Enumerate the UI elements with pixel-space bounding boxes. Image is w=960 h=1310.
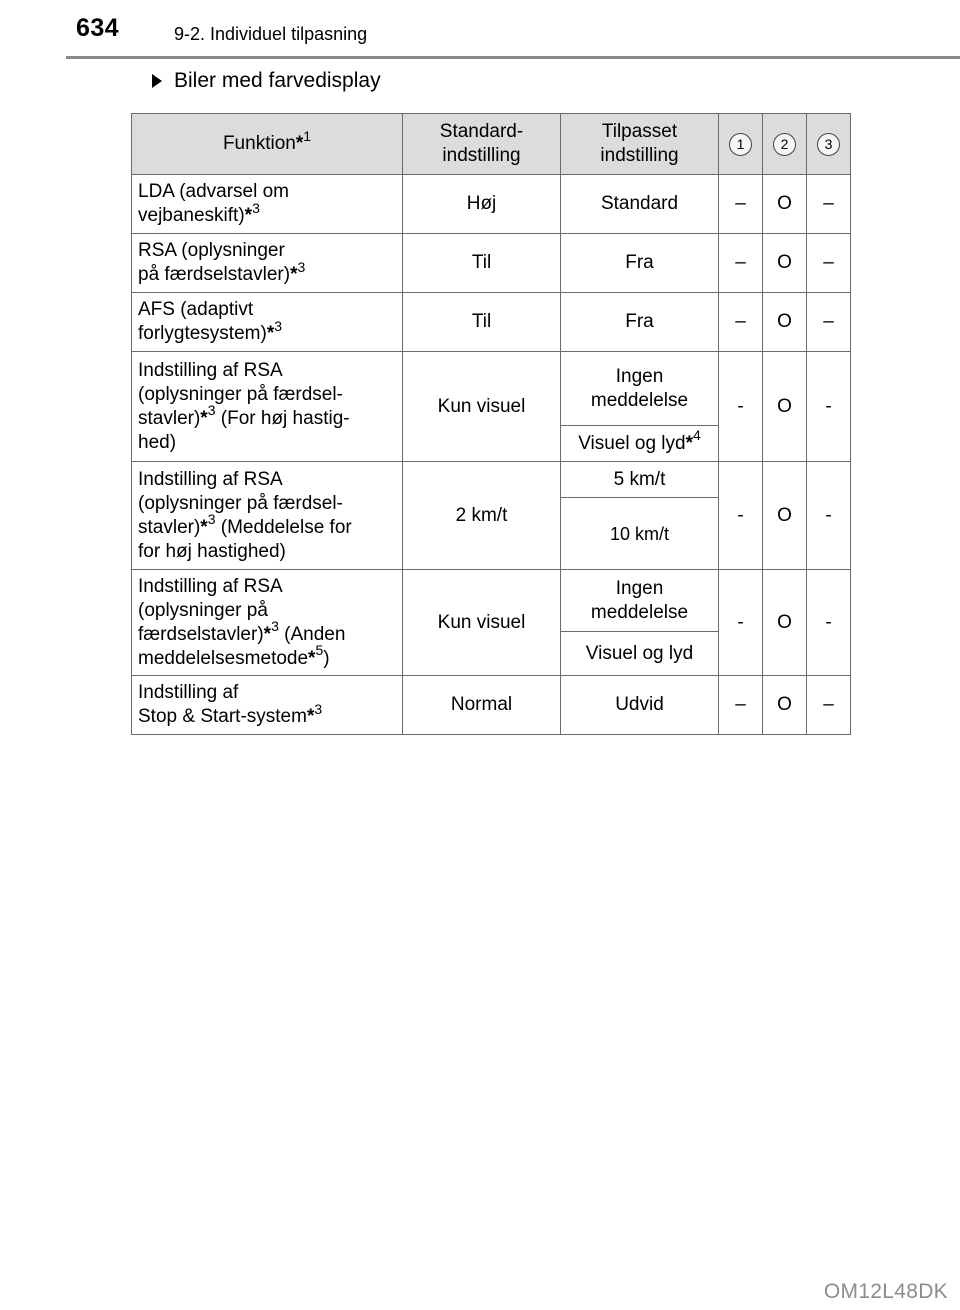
function-text: (Anden: [278, 623, 346, 645]
function-text: AFS (adaptivt: [138, 299, 254, 320]
function-text: Stop & Start-system: [138, 706, 307, 727]
custom-cell: [561, 570, 719, 632]
function-text: (For høj hastig-: [215, 407, 350, 429]
header-col2: [763, 114, 807, 175]
function-text: for høj hastighed): [138, 540, 286, 562]
table-row: [132, 175, 851, 234]
col3-cell: -: [807, 462, 851, 570]
function-text: vejbaneskift): [138, 205, 245, 226]
col2-cell: O: [763, 175, 807, 234]
function-cell: [132, 676, 403, 735]
footnote-number: 3: [207, 511, 216, 528]
function-cell: [132, 462, 403, 570]
function-text: meddelelsesmetode: [138, 647, 309, 669]
custom-text: meddelelse: [590, 389, 689, 411]
function-cell: [132, 175, 403, 234]
col1-cell: -: [719, 570, 763, 676]
standard-cell: Kun visuel: [403, 352, 561, 462]
triangle-bullet-icon: [152, 74, 162, 88]
standard-cell: Til: [403, 293, 561, 352]
header-col3: [807, 114, 851, 175]
standard-cell: Kun visuel: [403, 570, 561, 676]
circled-number-1-icon: 1: [729, 133, 752, 156]
footnote-star: *: [290, 264, 298, 285]
header-funktion-label: Funktion: [222, 133, 296, 154]
footnote-number: 1: [303, 127, 312, 144]
col1-cell: -: [719, 462, 763, 570]
header-standard-line1: Standard-: [439, 121, 524, 142]
function-text: (oplysninger på færdsel-: [138, 492, 343, 514]
table-row: [132, 462, 851, 498]
custom-cell: Fra: [561, 234, 719, 293]
footnote-number: 3: [252, 199, 260, 216]
col2-cell: O: [763, 570, 807, 676]
header-tilpasset-line1: Tilpasset: [601, 121, 678, 142]
col1-cell: -: [719, 352, 763, 462]
col3-cell: -: [807, 352, 851, 462]
footnote-star: *: [200, 407, 208, 429]
col3-cell: -: [807, 570, 851, 676]
header-col1: [719, 114, 763, 175]
standard-cell: 2 km/t: [403, 462, 561, 570]
section-title: 9-2. Individuel tilpasning: [174, 24, 368, 44]
footnote-star: *: [308, 647, 316, 669]
col1-cell: –: [719, 293, 763, 352]
footnote-star: *: [295, 133, 304, 154]
function-text: Indstilling af RSA: [138, 575, 283, 597]
custom-text: Ingen: [615, 577, 664, 599]
header-standard-line2: indstilling: [442, 145, 521, 166]
standard-cell: Normal: [403, 676, 561, 735]
custom-text: meddelelse: [590, 601, 689, 623]
custom-cell: Udvid: [561, 676, 719, 735]
table-row: [132, 570, 851, 632]
custom-cell: 10 km/t: [561, 498, 719, 570]
custom-cell: Standard: [561, 175, 719, 234]
function-text: på færdselstavler): [138, 264, 291, 285]
footer-watermark: OM12L48DK: [823, 1280, 948, 1303]
footnote-star: *: [306, 706, 315, 727]
footnote-number: 3: [207, 402, 216, 419]
custom-text: Ingen: [615, 365, 664, 387]
standard-cell: Høj: [403, 175, 561, 234]
col2-cell: O: [763, 676, 807, 735]
footnote-number: 3: [271, 618, 279, 635]
footnote-number: 5: [315, 642, 324, 659]
header-tilpasset: [561, 114, 719, 175]
function-text: stavler): [138, 407, 201, 429]
col1-cell: –: [719, 234, 763, 293]
function-cell: [132, 293, 403, 352]
function-cell: [132, 570, 403, 676]
standard-cell: Til: [403, 234, 561, 293]
function-text: Indstilling af: [138, 682, 239, 703]
footnote-number: 3: [274, 317, 283, 334]
page-number: 634: [76, 14, 120, 42]
function-text: forlygtesystem): [138, 323, 267, 344]
table-header-row: [132, 114, 851, 175]
col1-cell: –: [719, 676, 763, 735]
footnote-star: *: [244, 205, 253, 226]
col3-cell: –: [807, 234, 851, 293]
col1-cell: –: [719, 175, 763, 234]
col2-cell: O: [763, 293, 807, 352]
settings-table: [131, 113, 851, 735]
function-cell: [132, 234, 403, 293]
footnote-number: 4: [693, 427, 701, 444]
function-cell: [132, 352, 403, 462]
function-text: (Meddelelse for: [215, 516, 352, 538]
custom-cell: [561, 426, 719, 462]
footnote-star: *: [685, 432, 693, 454]
col2-cell: O: [763, 352, 807, 462]
col3-cell: –: [807, 175, 851, 234]
function-text: ): [323, 647, 330, 669]
col2-cell: O: [763, 234, 807, 293]
table-row: [132, 352, 851, 426]
header-funktion: [132, 114, 403, 175]
table-row: [132, 234, 851, 293]
footnote-number: 3: [314, 700, 323, 717]
function-text: Indstilling af RSA: [138, 359, 283, 381]
custom-cell: [561, 352, 719, 426]
col2-cell: O: [763, 462, 807, 570]
footnote-star: *: [263, 623, 272, 645]
custom-cell: Fra: [561, 293, 719, 352]
circled-number-2-icon: 2: [773, 133, 796, 156]
function-text: stavler): [138, 516, 201, 538]
subheading-text: Biler med farvedisplay: [174, 69, 381, 92]
function-text: (oplysninger på færdsel-: [138, 383, 343, 405]
header-divider: [66, 56, 960, 59]
function-text: RSA (oplysninger: [138, 240, 285, 261]
function-text: færdselstavler): [138, 623, 264, 645]
custom-cell: 5 km/t: [561, 462, 719, 498]
col3-cell: –: [807, 293, 851, 352]
custom-text: Visuel og lyd: [578, 432, 686, 454]
header-tilpasset-line2: indstilling: [600, 145, 679, 166]
subheading: [152, 69, 381, 93]
function-text: LDA (advarsel om: [138, 181, 290, 202]
footnote-star: *: [200, 516, 208, 538]
custom-cell: Visuel og lyd: [561, 632, 719, 676]
function-text: (oplysninger på: [138, 599, 268, 621]
function-text: Indstilling af RSA: [138, 468, 283, 490]
footnote-number: 3: [297, 258, 306, 275]
circled-number-3-icon: 3: [817, 133, 840, 156]
col3-cell: –: [807, 676, 851, 735]
function-text: hed): [138, 431, 177, 453]
footnote-star: *: [266, 323, 275, 344]
table-row: [132, 676, 851, 735]
header-standard: [403, 114, 561, 175]
table-row: [132, 293, 851, 352]
